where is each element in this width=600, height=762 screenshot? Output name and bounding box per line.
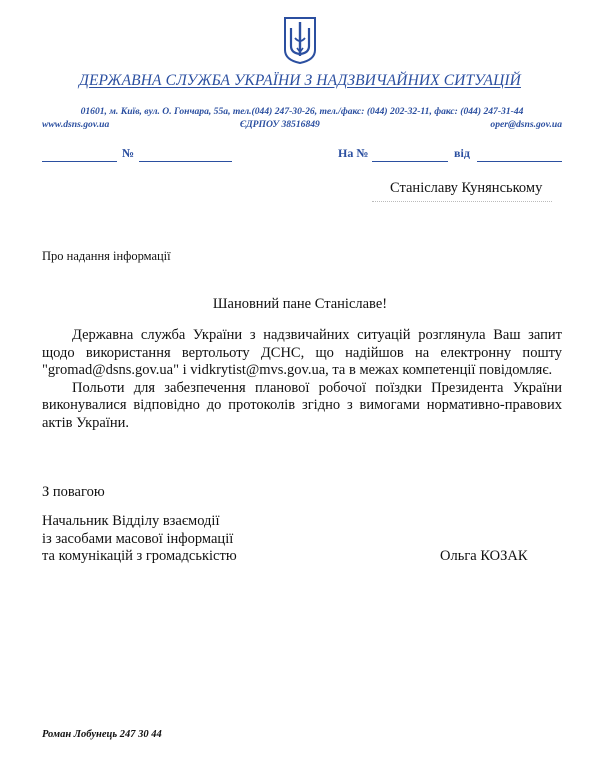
letter-body xyxy=(42,327,562,433)
subject-line: Про надання інформації xyxy=(42,249,171,263)
incoming-date-blank xyxy=(477,161,562,162)
incoming-number-label: На № xyxy=(338,146,369,160)
executor-footer: Роман Лобунець 247 30 44 xyxy=(42,729,162,740)
outgoing-number-blank xyxy=(139,161,232,162)
number-label: № xyxy=(122,146,135,160)
signatory-title-line-2: із засобами масової інформації xyxy=(42,530,234,547)
signatory-title xyxy=(42,513,237,566)
redacted-address xyxy=(372,201,552,204)
organization-title: ДЕРЖАВНА СЛУЖБА УКРАЇНИ З НАДЗВИЧАЙНИХ СИТУАЦІЙ xyxy=(79,72,521,89)
outgoing-date-blank xyxy=(42,161,117,162)
coat-of-arms-icon xyxy=(283,16,317,64)
signatory-name: Ольга КОЗАК xyxy=(440,548,528,564)
closing: З повагою xyxy=(42,484,105,500)
email-link[interactable]: oper@dsns.gov.ua xyxy=(490,119,562,130)
recipient-name: Станіславу Кунянському xyxy=(390,180,543,196)
address-line: 01601, м. Київ, вул. О. Гончара, 55а, тел.(044) 247-30-26, тел./факс: (044) 202-32-11, факс: (044) 247-31-44 xyxy=(80,106,524,117)
signatory-title-line-3: та комунікацій з громадськістю xyxy=(42,548,237,565)
reference-line xyxy=(42,146,562,164)
website-link[interactable]: www.dsns.gov.ua xyxy=(42,119,110,130)
contacts-row xyxy=(42,118,562,131)
contacts-block xyxy=(42,105,562,131)
body-paragraph-2: Польоти для забезпечення планової робочої поїздки Президента України виконувалися відповідно до протоколів згідно з вимогами нормативно-правових актів України. xyxy=(42,379,562,431)
signatory-title-line-1: Начальник Відділу взаємодії xyxy=(42,513,220,529)
from-label: від xyxy=(454,146,470,160)
incoming-number-blank xyxy=(372,161,448,162)
edrpou-code: ЄДРПОУ 38516849 xyxy=(239,119,320,130)
salutation: Шановний пане Станіславе! xyxy=(212,296,388,312)
body-paragraph-1: Державна служба України з надзвичайних ситуацій розглянула Ваш запит щодо використання вертольоту ДСНС, що надійшов на електронну пошту "gromad@dsns.gov.ua" і vidkrytist@mvs.gov.ua, та в межах компетенції повідомляє. xyxy=(42,327,562,379)
